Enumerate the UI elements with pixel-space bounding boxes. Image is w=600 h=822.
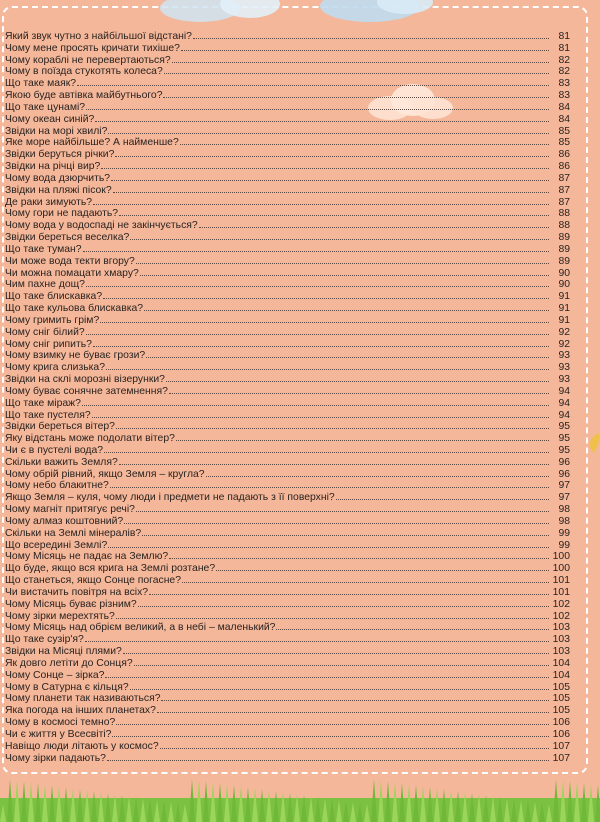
toc-entry: [5, 384, 570, 396]
toc-page-number: 88: [558, 208, 570, 220]
toc-entry: [5, 467, 570, 479]
toc-page-number: 95: [558, 421, 570, 433]
dot-leader: [116, 609, 549, 619]
toc-entry: [5, 277, 570, 289]
toc-page-number: 107: [552, 752, 570, 764]
toc-question: Навіщо люди літають у космос?: [5, 740, 159, 752]
toc-page-number: 93: [558, 362, 570, 374]
dot-leader: [95, 112, 549, 122]
dot-leader: [161, 691, 549, 701]
dot-leader: [113, 183, 549, 193]
toc-entry: [5, 337, 570, 349]
dot-leader: [193, 29, 549, 39]
toc-question: Чому сніг рипить?: [5, 338, 92, 350]
toc-question: Скільки на Землі мінералів?: [5, 527, 142, 539]
toc-page-number: 105: [552, 705, 570, 717]
dot-leader: [136, 254, 549, 264]
dot-leader: [166, 372, 549, 382]
toc-entry: [5, 124, 570, 136]
toc-question: Чому обрій рівний, якщо Земля – кругла?: [5, 468, 205, 480]
grass-illustration: [0, 752, 600, 822]
toc-question: Звідки на склі морозні візерунки?: [5, 374, 165, 386]
toc-question: Яка погода на інших планетах?: [5, 705, 156, 717]
toc-entry: [5, 443, 570, 455]
toc-question: Що всередині Землі?: [5, 539, 108, 551]
toc-question: Чи можна помацати хмару?: [5, 267, 139, 279]
toc-entry: [5, 53, 570, 65]
toc-entry: [5, 183, 570, 195]
toc-page-number: 85: [558, 137, 570, 149]
toc-entry: [5, 159, 570, 171]
dot-leader: [108, 538, 549, 548]
dot-leader: [110, 478, 549, 488]
toc-entry: [5, 727, 570, 739]
toc-question: Чому зірки мерехтять?: [5, 610, 115, 622]
toc-question: Чому вода дзюрчить?: [5, 172, 111, 184]
toc-page-number: 82: [558, 54, 570, 66]
toc-page-number: 89: [558, 255, 570, 267]
toc-page-number: 90: [558, 279, 570, 291]
toc-page-number: 91: [558, 291, 570, 303]
dot-leader: [93, 195, 549, 205]
toc-question: Чому гримить грім?: [5, 314, 100, 326]
toc-entry: [5, 313, 570, 325]
toc-page-number: 106: [552, 717, 570, 729]
toc-entry: [5, 455, 570, 467]
dot-leader: [104, 443, 549, 453]
toc-question: Скільки важить Земля?: [5, 456, 118, 468]
toc-question: Чому буває сонячне затемнення?: [5, 385, 168, 397]
leaf-icon: [586, 432, 600, 454]
toc-entry: [5, 112, 570, 124]
toc-entry: [5, 147, 570, 159]
toc-entry: [5, 348, 570, 360]
toc-entry: [5, 549, 570, 561]
toc-page-number: 82: [558, 66, 570, 78]
dot-leader: [138, 597, 549, 607]
toc-question: Що таке міраж?: [5, 397, 81, 409]
toc-question: Чому вода у водоспаді не закінчується?: [5, 220, 198, 232]
toc-page-number: 86: [558, 149, 570, 161]
toc-page-number: 81: [558, 42, 570, 54]
toc-page-number: 83: [558, 78, 570, 90]
toc-page-number: 90: [558, 267, 570, 279]
toc-page-number: 91: [558, 303, 570, 315]
toc-question: Чому океан синій?: [5, 113, 95, 125]
toc-question: Як довго летіти до Сонця?: [5, 657, 133, 669]
toc-page-number: 93: [558, 374, 570, 386]
toc-entry: [5, 561, 570, 573]
toc-page-number: 93: [558, 350, 570, 362]
toc-entry: [5, 680, 570, 692]
toc-entry: [5, 100, 570, 112]
toc-question: Яке море найбільше? А найменше?: [5, 137, 179, 149]
toc-question: Що таке сузір'я?: [5, 634, 84, 646]
toc-page-number: 95: [558, 444, 570, 456]
toc-entry: [5, 632, 570, 644]
toc-entry: [5, 218, 570, 230]
dot-leader: [92, 408, 549, 418]
toc-page-number: 92: [558, 326, 570, 338]
toc-question: Звідки на річці вир?: [5, 161, 101, 173]
toc-page-number: 99: [558, 527, 570, 539]
dot-leader: [163, 88, 549, 98]
toc-entry: [5, 396, 570, 408]
toc-page-number: 104: [552, 669, 570, 681]
dot-leader: [116, 419, 549, 429]
toc-page-number: 86: [558, 161, 570, 173]
toc-question: Чи є життя у Всесвіті?: [5, 728, 112, 740]
toc-page-number: 89: [558, 243, 570, 255]
dot-leader: [134, 656, 549, 666]
toc-entry: [5, 254, 570, 266]
toc-question: Чому Місяць буває різним?: [5, 598, 137, 610]
toc-question: Чим пахне дощ?: [5, 279, 85, 291]
table-of-contents: [5, 29, 570, 762]
toc-entry: [5, 644, 570, 656]
toc-entry: [5, 289, 570, 301]
toc-page-number: 107: [552, 740, 570, 752]
dot-leader: [199, 218, 549, 228]
toc-question: Звідки береться веселка?: [5, 232, 130, 244]
toc-question: Який звук чутно з найбільшої відстані?: [5, 31, 192, 42]
toc-page-number: 87: [558, 172, 570, 184]
toc-entry: [5, 408, 570, 420]
dot-leader: [182, 573, 549, 583]
toc-question: Чому алмаз коштовний?: [5, 515, 124, 527]
toc-page-number: 99: [558, 539, 570, 551]
toc-question: Звідки на морі хвилі?: [5, 125, 108, 137]
dot-leader: [336, 490, 549, 500]
dot-leader: [112, 727, 549, 737]
toc-page-number: 85: [558, 125, 570, 137]
toc-entry: [5, 431, 570, 443]
dot-leader: [106, 360, 549, 370]
toc-question: Якою буде автівка майбутнього?: [5, 90, 163, 102]
toc-question: Звідки беруться річки?: [5, 149, 115, 161]
toc-question: Що таке пустеля?: [5, 409, 91, 421]
toc-entry: [5, 703, 570, 715]
toc-entry: [5, 41, 570, 53]
toc-question: Чому Місяць не падає на Землю?: [5, 551, 169, 563]
toc-page-number: 98: [558, 515, 570, 527]
dot-leader: [206, 467, 549, 477]
toc-question: Де раки зимують?: [5, 196, 93, 208]
toc-page-number: 89: [558, 232, 570, 244]
toc-page-number: 100: [552, 563, 570, 575]
toc-entry: [5, 372, 570, 384]
toc-page-number: 83: [558, 90, 570, 102]
dot-leader: [119, 455, 549, 465]
toc-question: Чому небо блакитне?: [5, 480, 109, 492]
dot-leader: [86, 277, 549, 287]
dot-leader: [276, 620, 549, 630]
toc-question: Звідки на Місяці плями?: [5, 646, 122, 658]
toc-page-number: 91: [558, 314, 570, 326]
toc-entry: [5, 514, 570, 526]
dot-leader: [77, 76, 549, 86]
toc-entry: [5, 656, 570, 668]
dot-leader: [124, 514, 549, 524]
toc-question: Чи може вода текти вгору?: [5, 255, 135, 267]
toc-entry: [5, 419, 570, 431]
dot-leader: [146, 348, 549, 358]
dot-leader: [160, 739, 549, 749]
toc-page-number: 88: [558, 220, 570, 232]
dot-leader: [115, 147, 549, 157]
dot-leader: [82, 396, 549, 406]
toc-entry: [5, 29, 570, 41]
toc-page-number: 100: [552, 551, 570, 563]
toc-page-number: 94: [558, 409, 570, 421]
toc-entry: [5, 715, 570, 727]
toc-page-number: 105: [552, 681, 570, 693]
toc-question: Що таке блискавка?: [5, 291, 103, 303]
toc-question: Чому в космосі темно?: [5, 717, 116, 729]
dot-leader: [101, 159, 549, 169]
toc-page-number: 96: [558, 468, 570, 480]
toc-entry: [5, 266, 570, 278]
dot-leader: [144, 301, 549, 311]
dot-leader: [111, 171, 549, 181]
dot-leader: [130, 680, 549, 690]
dot-leader: [85, 632, 549, 642]
toc-entry: [5, 691, 570, 703]
toc-entry: [5, 171, 570, 183]
toc-entry: [5, 230, 570, 242]
toc-entry: [5, 585, 570, 597]
dot-leader: [216, 561, 549, 571]
toc-question: Чому в поїзда стукотять колеса?: [5, 66, 163, 78]
dot-leader: [181, 41, 549, 51]
toc-entry: [5, 739, 570, 751]
toc-page-number: 105: [552, 693, 570, 705]
dot-leader: [172, 53, 549, 63]
dot-leader: [180, 135, 549, 145]
dot-leader: [86, 100, 549, 110]
dot-leader: [105, 668, 549, 678]
toc-question: Що таке маяк?: [5, 78, 77, 90]
dot-leader: [119, 206, 549, 216]
toc-question: Що буде, якщо вся крига на Землі розтане?: [5, 563, 216, 575]
toc-question: Чому Місяць над обрієм великий, а в небі – маленький?: [5, 622, 276, 634]
toc-entry: [5, 573, 570, 585]
dot-leader: [103, 289, 549, 299]
toc-question: Чи є в пустелі вода?: [5, 444, 104, 456]
toc-entry: [5, 668, 570, 680]
toc-question: Чи вистачить повітря на всіх?: [5, 586, 149, 598]
dot-leader: [164, 64, 549, 74]
toc-question: Чому взимку не буває грози?: [5, 350, 146, 362]
toc-entry: [5, 64, 570, 76]
toc-entry: [5, 135, 570, 147]
toc-entry: [5, 502, 570, 514]
toc-page-number: 98: [558, 504, 570, 516]
toc-entry: [5, 490, 570, 502]
dot-leader: [100, 313, 549, 323]
toc-page-number: 87: [558, 196, 570, 208]
toc-question: Чому сніг білий?: [5, 326, 85, 338]
toc-entry: [5, 597, 570, 609]
toc-entry: [5, 526, 570, 538]
toc-entry: [5, 609, 570, 621]
toc-question: Чому гори не падають?: [5, 208, 119, 220]
toc-entry: [5, 301, 570, 313]
toc-question: Звідки на пляжі пісок?: [5, 184, 112, 196]
dot-leader: [142, 526, 549, 536]
toc-page-number: 87: [558, 184, 570, 196]
toc-page-number: 103: [552, 634, 570, 646]
toc-question: Що таке кульова блискавка?: [5, 303, 144, 315]
toc-page-number: 81: [558, 31, 570, 42]
toc-page-number: 101: [552, 586, 570, 598]
toc-page-number: 103: [552, 622, 570, 634]
toc-entry: [5, 206, 570, 218]
toc-question: Чому мене просять кричати тихіше?: [5, 42, 180, 54]
toc-page-number: 96: [558, 456, 570, 468]
dot-leader: [116, 715, 549, 725]
toc-entry: [5, 88, 570, 100]
dot-leader: [157, 703, 549, 713]
toc-question: Чому в Сатурна є кільця?: [5, 681, 129, 693]
toc-question: Чому зірки падають?: [5, 752, 106, 764]
toc-page-number: 94: [558, 385, 570, 397]
toc-question: Чому планети так називаються?: [5, 693, 161, 705]
toc-question: Чому магніт притягує речі?: [5, 504, 135, 516]
toc-page-number: 94: [558, 397, 570, 409]
toc-question: Чому кораблі не перевертаються?: [5, 54, 171, 66]
toc-entry: [5, 195, 570, 207]
toc-question: Чому крига слизька?: [5, 362, 105, 374]
toc-entry: [5, 538, 570, 550]
toc-question: Яку відстань може подолати вітер?: [5, 433, 175, 445]
toc-page-number: 103: [552, 646, 570, 658]
toc-question: Чому Сонце – зірка?: [5, 669, 105, 681]
dot-leader: [169, 549, 549, 559]
toc-question: Що таке цунамі?: [5, 101, 86, 113]
dot-leader: [169, 384, 549, 394]
toc-page-number: 97: [558, 492, 570, 504]
dot-leader: [108, 124, 549, 134]
toc-question: Що таке туман?: [5, 243, 82, 255]
toc-page-number: 97: [558, 480, 570, 492]
dot-leader: [93, 337, 549, 347]
toc-entry: [5, 76, 570, 88]
dot-leader: [130, 230, 549, 240]
dot-leader: [176, 431, 549, 441]
dot-leader: [149, 585, 549, 595]
toc-page-number: 102: [552, 598, 570, 610]
toc-entry: [5, 325, 570, 337]
toc-page-number: 92: [558, 338, 570, 350]
toc-page-number: 84: [558, 113, 570, 125]
toc-page-number: 106: [552, 728, 570, 740]
dot-leader: [123, 644, 549, 654]
toc-page-number: 102: [552, 610, 570, 622]
dot-leader: [83, 242, 549, 252]
toc-page-number: 101: [552, 575, 570, 587]
dot-leader: [86, 325, 549, 335]
toc-page-number: 104: [552, 657, 570, 669]
toc-entry: [5, 620, 570, 632]
cloud-illustration: [140, 0, 440, 26]
toc-page-number: 84: [558, 101, 570, 113]
toc-question: Якщо Земля – куля, чому люди і предмети не падають з її поверхні?: [5, 492, 335, 504]
toc-question: Звідки береться вітер?: [5, 421, 115, 433]
dot-leader: [140, 266, 549, 276]
toc-entry: [5, 478, 570, 490]
toc-question: Що станеться, якщо Сонце погасне?: [5, 575, 181, 587]
dot-leader: [136, 502, 549, 512]
toc-page-number: 95: [558, 433, 570, 445]
toc-entry: [5, 242, 570, 254]
toc-entry: [5, 360, 570, 372]
